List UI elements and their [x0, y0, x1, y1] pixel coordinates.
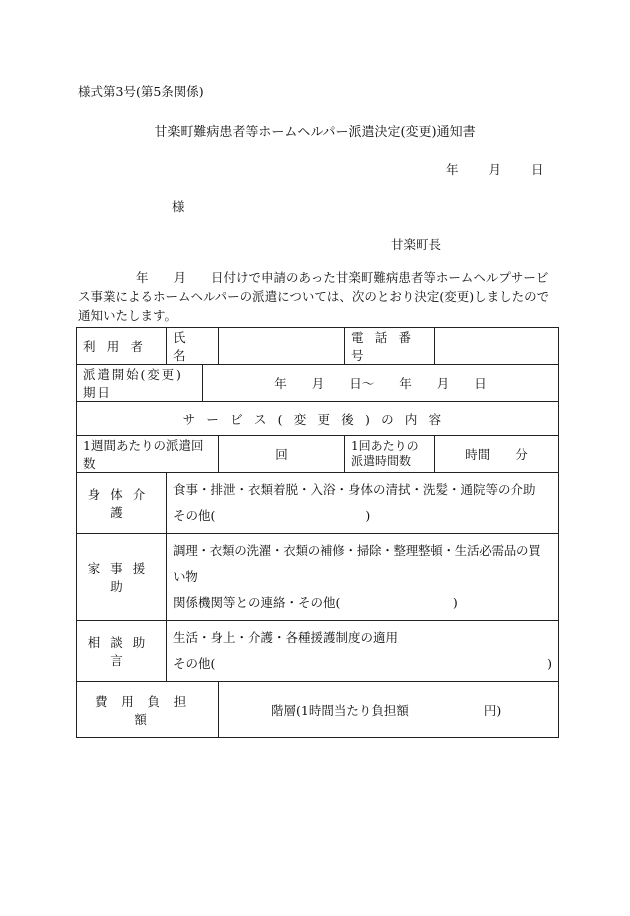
phone-field[interactable] — [435, 328, 559, 365]
weekly-count-label: 1週間あたりの派遣回数 — [77, 436, 219, 473]
housework-line2: 関係機関等との連絡・その他( ) — [173, 595, 458, 610]
service-header: サービス(変更後)の内容 — [77, 402, 559, 436]
recipient-suffix: 様 — [172, 199, 185, 214]
notice-table — [76, 327, 559, 738]
issue-date — [446, 160, 543, 178]
name-label: 氏名 — [167, 328, 219, 365]
date-day: 日 — [530, 162, 544, 177]
body-care-line1: 食事・排泄・衣類着脱・入浴・身体の清拭・洗髪・通院等の介助 — [173, 482, 536, 497]
body-care-line2: その他( ) — [173, 508, 371, 523]
cost-value[interactable]: 階層(1時間当たり負担額 円) — [219, 682, 559, 738]
cost-label: 費用負担額 — [77, 682, 219, 738]
consult-line2-close: ) — [547, 656, 553, 671]
per-visit-value[interactable]: 時間 分 — [435, 436, 559, 473]
per-visit-label: 1回あたりの派遣時間数 — [345, 436, 435, 473]
date-year: 年 — [446, 162, 459, 177]
consult-detail[interactable] — [167, 621, 559, 682]
user-label: 利用者 — [77, 328, 167, 365]
body-text — [78, 268, 558, 325]
start-date-label: 派遣開始(変更)期日 — [77, 365, 203, 402]
form-number-label: 様式第3号(第5条関係) — [78, 84, 204, 99]
consult-label: 相談助言 — [77, 621, 167, 682]
weekly-count-unit[interactable]: 回 — [219, 436, 345, 473]
body-care-label: 身体介護 — [77, 473, 167, 534]
start-date-value[interactable]: 年 月 日〜 年 月 日 — [203, 365, 559, 402]
body-text-content: 年 月 日付けで申請のあった甘楽町難病患者等ホームヘルプサービス事業によるホームヘルパーの派遣については、次のとおり決定(変更)しましたので通知いたします。 — [78, 270, 550, 323]
consult-line2-open: その他( — [173, 656, 216, 671]
phone-label: 電話番号 — [345, 328, 435, 365]
document-title: 甘楽町難病患者等ホームヘルパー派遣決定(変更)通知書 — [154, 125, 476, 140]
consult-line2 — [173, 651, 552, 677]
name-field[interactable] — [219, 328, 345, 365]
body-care-detail[interactable] — [167, 473, 559, 534]
housework-line1: 調理・衣類の洗濯・衣類の補修・掃除・整理整頓・生活必需品の買い物 — [173, 543, 541, 584]
date-month: 月 — [488, 162, 501, 177]
consult-line1: 生活・身上・介護・各種援護制度の適用 — [173, 630, 399, 645]
sender-name: 甘楽町長 — [391, 237, 442, 252]
housework-label: 家事援助 — [77, 534, 167, 621]
housework-detail[interactable] — [167, 534, 559, 621]
